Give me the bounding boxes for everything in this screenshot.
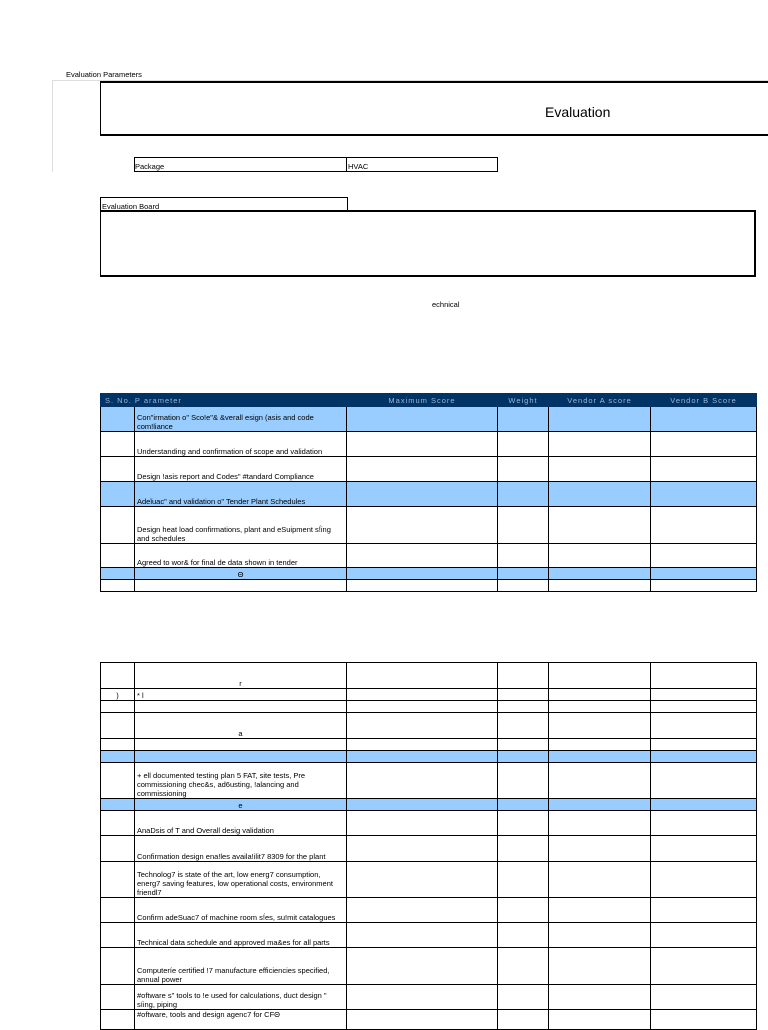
package-row — [134, 157, 498, 172]
evaluation-table-1 — [100, 393, 757, 592]
table-row — [101, 713, 757, 739]
row-parameter: Technolog7 is state of the art, low energ7 consumption, energ7 saving features, low operational costs, environment friendl7 — [135, 862, 347, 898]
table-row — [101, 811, 757, 836]
package-value: HVAC — [348, 162, 369, 171]
table-row — [101, 1010, 757, 1030]
row-parameter: #oftware s" tools to !e used for calculations, duct design " síing, piping — [135, 985, 347, 1010]
table-row — [101, 836, 757, 862]
table-row — [101, 482, 757, 507]
row-parameter: Technical data schedule and approved ma&es for all parts — [135, 923, 347, 948]
table-row — [101, 763, 757, 799]
package-divider — [346, 157, 347, 171]
col-vendor-a: Vendor A score — [549, 394, 651, 407]
page-title: Evaluation — [545, 104, 611, 120]
row-parameter: Agreed to wor& for final de data shown in tender — [135, 544, 347, 568]
row-parameter: Computeríe certified !7 manufacture efficiencies specified, annual power — [135, 948, 347, 985]
table-row — [101, 862, 757, 898]
title-box — [100, 81, 768, 136]
evaluation-table-2 — [100, 662, 757, 1030]
left-guide-line — [52, 80, 53, 172]
row-parameter — [135, 751, 347, 763]
table-row — [101, 701, 757, 713]
row-parameter — [135, 580, 347, 592]
table-row — [101, 985, 757, 1010]
table-row — [101, 751, 757, 763]
row-parameter: Design heat load confirmations, plant and eSuipment s!́ing and schedules — [135, 507, 347, 544]
board-box — [100, 210, 756, 277]
board-label: Evaluation Board — [102, 202, 160, 211]
table-row — [101, 799, 757, 811]
row-parameter: #oftware, tools and design agenc7 for CFΘ — [135, 1010, 347, 1030]
package-label: Package — [135, 162, 165, 171]
table-row — [101, 568, 757, 580]
row-parameter: AnaDsis of T and Overall desig validation — [135, 811, 347, 836]
row-parameter: Confirmation design ena!les availa!ilit7 8309 for the plant — [135, 836, 347, 862]
table-row — [101, 544, 757, 568]
row-parameter: e — [135, 799, 347, 811]
table-row — [101, 407, 757, 432]
row-parameter — [135, 739, 347, 751]
row-parameter: r — [135, 663, 347, 689]
table-row — [101, 923, 757, 948]
row-parameter: Design !asis report and Codes" #tandard Compliance — [135, 457, 347, 482]
table-row — [101, 457, 757, 482]
table-row — [101, 898, 757, 923]
row-parameter: Understanding and confirmation of scope and validation — [135, 432, 347, 457]
row-parameter: Confirm adeSuac7 of machine room s!́es, su!mit catalogues — [135, 898, 347, 923]
table-row — [101, 739, 757, 751]
table-row — [101, 507, 757, 544]
col-maximum-score: Maximum Score — [347, 394, 498, 407]
col-vendor-b: Vendor B Score — [651, 394, 757, 407]
table1-header-row — [101, 394, 757, 407]
table-row — [101, 948, 757, 985]
row-parameter: Con"irmation o" Sco!e"& &verall esign (asis and code com!liance — [135, 407, 347, 432]
row-parameter: a — [135, 713, 347, 739]
table-row — [101, 663, 757, 689]
row-sno: ) — [101, 689, 135, 701]
col-weight: Weight — [498, 394, 549, 407]
col-sno-parameter: S. No. P arameter — [101, 394, 347, 407]
row-parameter: + ell documented testing plan 5 FAT, site tests, Pre commissioning chec&s, ad6usting, !alancing and commissioning — [135, 763, 347, 799]
row-parameter: Adeǐuac" and validation o" Tender Plant Schedules — [135, 482, 347, 507]
technical-note: echnical — [432, 300, 460, 309]
table-row — [101, 689, 757, 701]
row-parameter: Θ — [135, 568, 347, 580]
row-parameter: * l — [135, 689, 347, 701]
table-row — [101, 432, 757, 457]
evaluation-parameters-label: Evaluation Parameters — [66, 70, 142, 79]
row-parameter — [135, 701, 347, 713]
table-row — [101, 580, 757, 592]
